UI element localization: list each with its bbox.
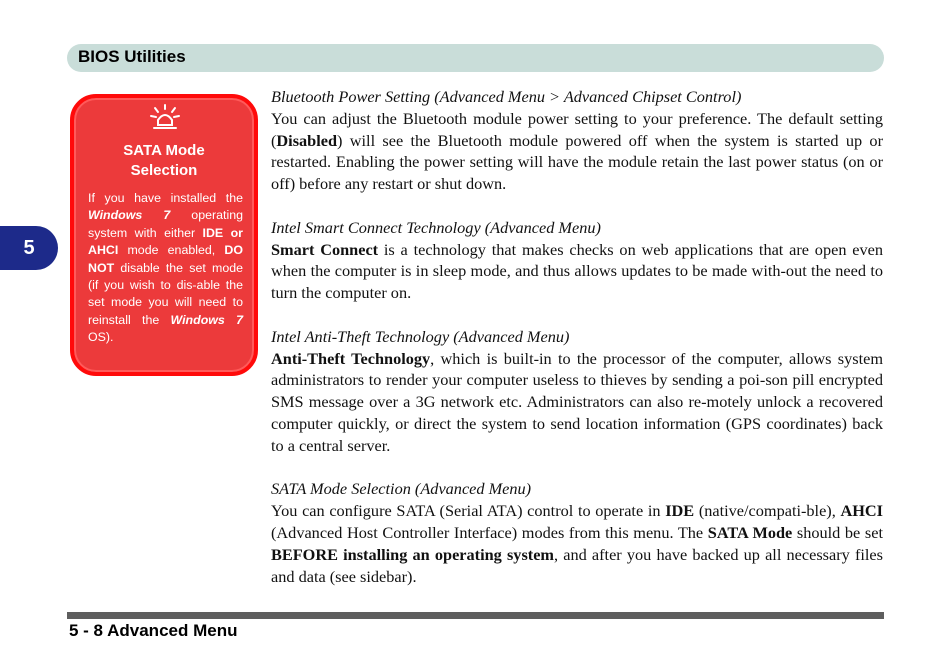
sidebar-emphasis: DO NOT <box>88 243 243 275</box>
section-bluetooth <box>271 86 883 195</box>
sidebar-title <box>82 141 246 181</box>
sidebar-emphasis: Windows 7 <box>88 208 171 223</box>
section-sata-mode <box>271 478 883 587</box>
sidebar-text: OS). <box>88 330 114 345</box>
main-content <box>271 86 883 587</box>
emphasis: IDE <box>665 501 695 521</box>
text: should be set <box>792 522 883 542</box>
emphasis: AHCI <box>840 501 883 521</box>
header-title: BIOS Utilities <box>78 47 186 66</box>
wrench-caution-icon <box>147 103 183 133</box>
sidebar-title-line1: SATA Mode <box>123 142 205 159</box>
emphasis: Smart Connect <box>271 239 379 259</box>
sidebar-text: disable the set mode (if you wish to dis-able the set mode you will need to reinstall the <box>88 260 243 327</box>
sidebar-text: operating system with either <box>88 208 243 240</box>
section-anti-theft <box>271 326 883 457</box>
emphasis: BEFORE installing an operating system <box>271 544 554 564</box>
header-bar <box>67 44 884 72</box>
emphasis: Disabled <box>276 130 338 150</box>
sidebar-emphasis: IDE or AHCI <box>88 225 243 258</box>
emphasis: Anti-Theft Technology <box>271 348 431 368</box>
sidebar-text: mode enabled, <box>118 243 225 258</box>
footer-rule <box>67 612 884 619</box>
sidebar-body <box>88 190 243 347</box>
chapter-tab[interactable] <box>0 226 58 270</box>
sidebar-emphasis: Windows 7 <box>170 312 243 327</box>
sidebar-title-line2: Selection <box>130 162 198 179</box>
text: You can configure SATA (Serial ATA) control to operate in <box>271 501 666 521</box>
section-title: Intel Smart Connect Technology (Advanced Menu) <box>271 217 601 237</box>
sidebar-text: If you have installed the <box>88 191 243 205</box>
section-title: SATA Mode Selection (Advanced Menu) <box>271 479 532 499</box>
chapter-number: 5 <box>23 236 35 259</box>
text: ) will see the Bluetooth module powered off when the system is started up or restarted. Enabling the power setting will have the module retain the last power status (on or off) before any restart or shut down. <box>271 130 883 194</box>
text: (Advanced Host Controller Interface) modes from this menu. The <box>271 522 708 542</box>
emphasis: SATA Mode <box>707 522 793 542</box>
text: , and after you have backed up all necessary files and data (see sidebar). <box>271 544 883 586</box>
section-paragraph <box>271 348 883 457</box>
text: , which is built-in to the processor of the computer, allows system administrators to render your computer useless to thieves by sending a poi-son pill encrypted SMS message over a 3G network etc. Administrators can also re-motely unlock a recovered computer quickly, or direct the system to send location information (GPS coordinates) back to a central server. <box>271 348 883 455</box>
footer-page-label: 5 - 8 Advanced Menu <box>69 621 238 640</box>
section-title: Bluetooth Power Setting (Advanced Menu > Advanced Chipset Control) <box>271 87 742 106</box>
section-paragraph <box>271 239 883 304</box>
text: is a technology that makes checks on web applications that are open even when the computer is in sleep mode, and thus allows updates to be made with-out the need to turn the computer on. <box>271 239 883 303</box>
text: (native/compati-ble), <box>694 501 841 521</box>
sidebar-callout <box>70 94 258 376</box>
text: You can adjust the Bluetooth module power setting to your preference. The default setting ( <box>271 108 883 150</box>
section-paragraph <box>271 500 883 587</box>
section-smart-connect <box>271 217 883 304</box>
section-title: Intel Anti-Theft Technology (Advanced Menu) <box>271 326 570 346</box>
section-paragraph <box>271 108 883 195</box>
